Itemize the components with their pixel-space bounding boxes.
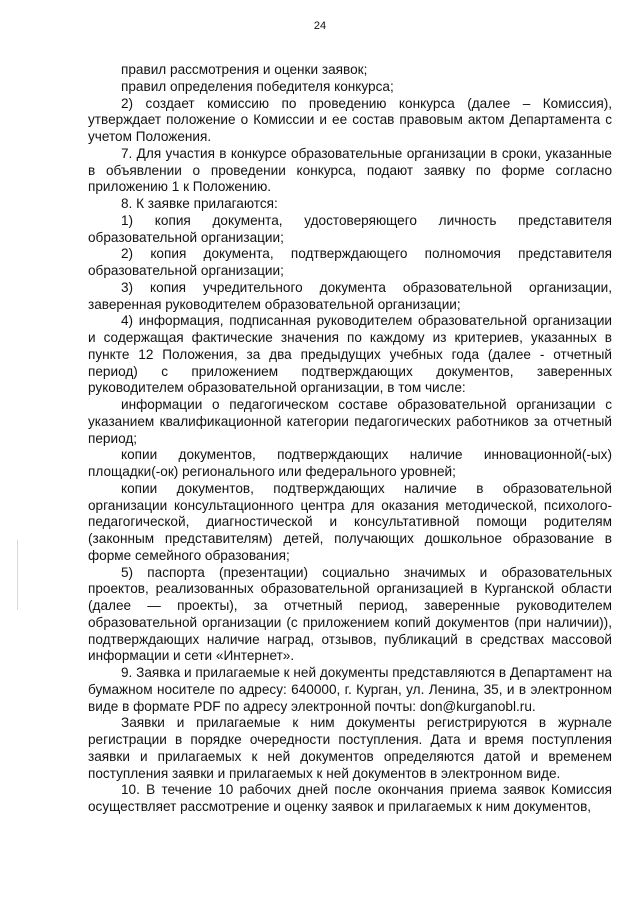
page-number: 24 xyxy=(313,20,327,32)
paragraph-item-10: 10. В течение 10 рабочих дней после окончания приема заявок Комиссия осуществляет рассмотрение и оценку заявок и прилагаемых к ним документов, xyxy=(88,782,612,814)
paragraph-item-8-4: 4) информация, подписанная руководителем образовательной организации и содержащая фактические значения по каждому из критериев, указанных в пункте 12 Положения, за два предыдущих учебных года (далее - отчетный период) с приложением подтверждающих документов, заверенных руководителем образовательной организации, в том числе: xyxy=(88,313,612,396)
paragraph-registration: Заявки и прилагаемые к ним документы регистрируются в журнале регистрации в порядке очередности поступления. Дата и время поступления заявки и прилагаемых к ней документов определяются датой и временем поступления заявки и прилагаемых к ней документов в электронном виде. xyxy=(88,715,612,781)
paragraph-commission: 2) создает комиссию по проведению конкурса (далее – Комиссия), утверждает положение о Комиссии и ее состав правовым актом Департамента с учетом Положения. xyxy=(88,95,612,144)
paragraph-item-7: 7. Для участия в конкурсе образовательные организации в сроки, указанные в объявлении о проведении конкурса, подают заявку по форме согласно приложению 1 к Положению. xyxy=(88,145,612,195)
paragraph-consulting-center: копии документов, подтверждающих наличие в образовательной организации консультационного центра для оказания методической, психолого-педагогической, диагностической и консультативной помощи родителям (законным представителям) детей, получающих дошкольное образование в форме семейного образования; xyxy=(88,480,612,563)
paragraph-item-9: 9. Заявка и прилагаемые к ней документы представляются в Департамент на бумажном носителе по адресу: 640000, г. Курган, ул. Ленина, 35, и в электронном виде в формате PDF по адресу электронной почты: don@kurganobl.ru. xyxy=(88,665,612,714)
paragraph-item-8: 8. К заявке прилагаются: xyxy=(121,196,278,211)
paragraph-item-8-1: 1) копия документа, удостоверяющего личность представителя образовательной организации; xyxy=(88,212,612,245)
paragraph-item-8-2: 2) копия документа, подтверждающего полномочия представителя образовательной организации; xyxy=(88,246,612,278)
paragraph-innovation-sites: копии документов, подтверждающих наличие инновационной(-ых) площадки(-ок) регионального или федерального уровней; xyxy=(88,447,612,479)
document-body xyxy=(88,62,612,816)
paragraph-staff-info: информации о педагогическом составе образовательной организации с указанием квалификационной категории педагогических работников за отчетный период; xyxy=(88,397,612,446)
paragraph-item-8-5: 5) паспорта (презентации) социально значимых и образовательных проектов, реализованных образовательной организацией в Курганской области (далее — проекты), за отчетный период, заверенные руководителем образовательной организации (с приложением копий документов (при наличии)), подтверждающих наличие наград, отзывов, публикаций в средствах массовой информации и сети «Интернет». xyxy=(88,564,612,664)
paragraph-item-8-3: 3) копия учредительного документа образовательной организации, заверенная руководителем образовательной организации; xyxy=(88,279,612,312)
paragraph-winner-rules: правил определения победителя конкурса; xyxy=(121,78,394,94)
paragraph-review-rules: правил рассмотрения и оценки заявок; xyxy=(121,62,368,77)
scan-artifact-line xyxy=(17,540,18,610)
